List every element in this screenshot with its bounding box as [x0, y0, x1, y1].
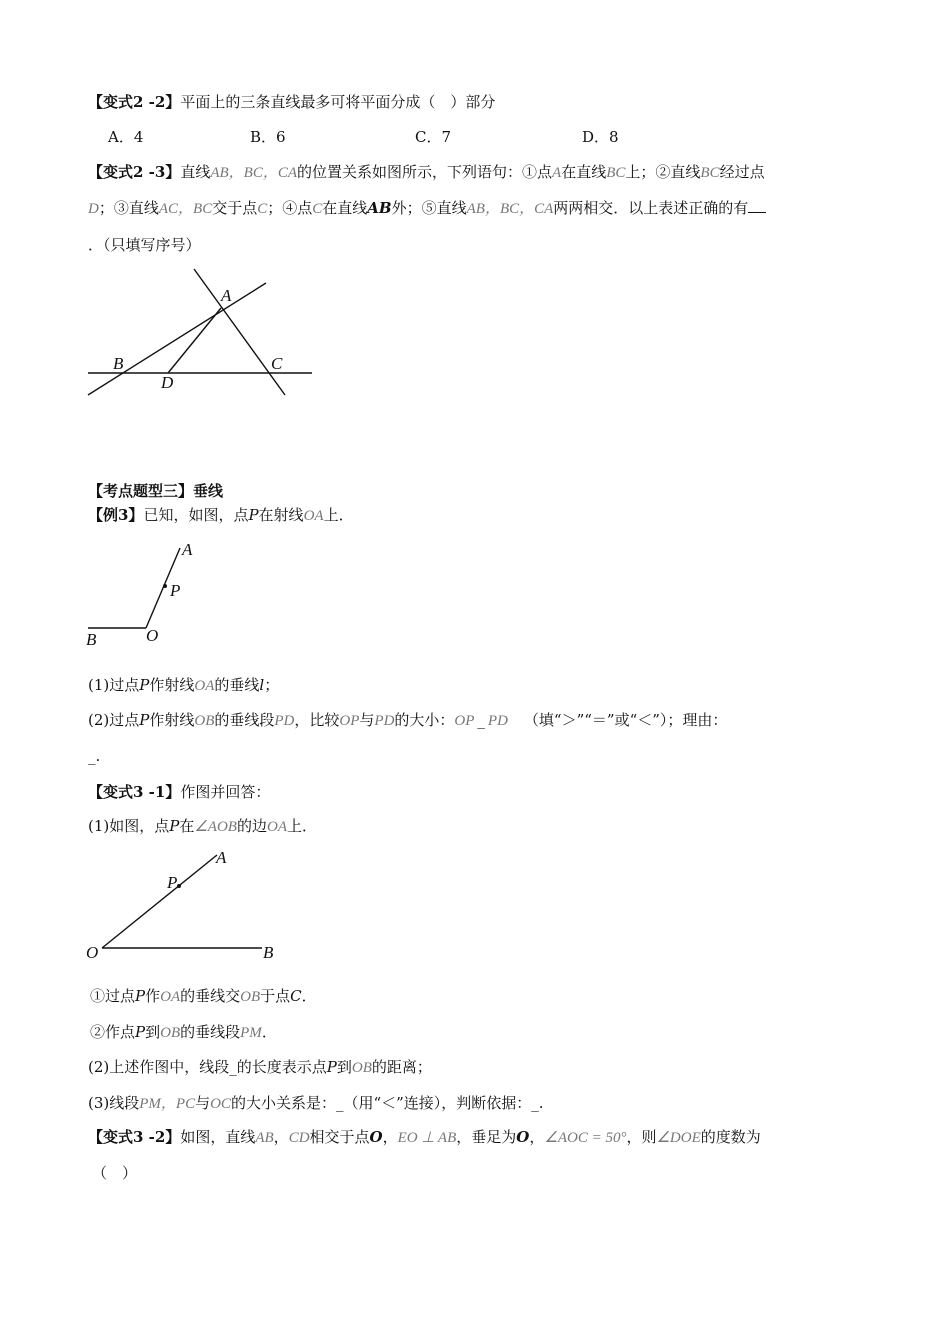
math: BC — [700, 165, 720, 181]
q3-2-paren: （ ） — [92, 1164, 138, 1182]
text: 与 — [195, 1094, 211, 1112]
text: 的垂线段 — [214, 711, 275, 729]
text: ；③直线 — [98, 199, 159, 217]
text: ， — [382, 1128, 398, 1146]
line-ac — [194, 269, 285, 395]
q3-2-tag: 【变式3 -2】 — [88, 1128, 181, 1146]
math: l — [259, 676, 265, 694]
text: ①过点 — [90, 987, 136, 1005]
text: 在直线 — [561, 163, 607, 181]
text: 的大小： — [394, 711, 455, 729]
line-ab — [88, 283, 266, 395]
math: EO ⊥ AB — [397, 1130, 457, 1146]
ex3-step2 — [88, 709, 727, 732]
math: AB， — [210, 165, 244, 181]
text: 上． — [286, 817, 317, 835]
point-p — [177, 884, 181, 888]
text: 的垂线交 — [180, 987, 241, 1005]
text: (2)上述作图中，线段_的长度表示点 — [88, 1058, 327, 1076]
math: OB — [160, 1025, 181, 1041]
text: (1)如图，点 — [88, 817, 170, 835]
q2-2-question — [88, 91, 495, 113]
math: P — [135, 1023, 146, 1041]
text: ； — [264, 676, 280, 694]
text: ，垂足为 — [456, 1128, 517, 1146]
q3-1-step3 — [88, 1092, 544, 1115]
math: P — [139, 711, 150, 729]
text: （填“＞”“＝”或“＜”）；理由： — [523, 711, 728, 729]
text: 到 — [145, 1023, 161, 1041]
text: ． — [301, 987, 317, 1005]
text: ，则 — [626, 1128, 657, 1146]
label-b: B — [113, 354, 124, 373]
label-a: A — [216, 848, 227, 867]
text: 的边 — [236, 817, 267, 835]
q2-2-text: 平面上的三条直线最多可将平面分成（ ）部分 — [180, 93, 496, 111]
label-o: O — [146, 626, 159, 645]
answer-blank — [748, 198, 766, 213]
math: O — [369, 1128, 383, 1146]
label-a: A — [182, 540, 193, 559]
math: D — [88, 201, 99, 217]
math: OC — [210, 1096, 231, 1112]
math: OA — [303, 508, 324, 524]
text: 已知，如图，点 — [143, 506, 249, 524]
q2-2-option-b: B．6 — [250, 128, 286, 146]
text: 作射线 — [149, 711, 195, 729]
ex3-figure — [80, 535, 210, 650]
text: 到 — [336, 1058, 352, 1076]
math: C — [290, 987, 302, 1005]
math: PM，PC — [139, 1096, 196, 1112]
text: 的度数为 — [700, 1128, 761, 1146]
math: C — [257, 201, 268, 217]
math: PD — [487, 713, 508, 729]
text: 在 — [179, 817, 195, 835]
q2-3-line2 — [88, 197, 766, 220]
text: ． — [261, 1023, 277, 1041]
math: OP — [454, 713, 475, 729]
text: 外；⑤直线 — [391, 199, 467, 217]
text: 与 — [359, 711, 375, 729]
q2-2-tag: 【变式2 -2】 — [88, 93, 181, 111]
math: P — [169, 817, 180, 835]
text: 上． — [323, 506, 354, 524]
text: 的垂线 — [214, 676, 260, 694]
label-c: C — [271, 354, 283, 373]
text: 经过点 — [719, 163, 765, 181]
label-o: O — [86, 943, 99, 962]
text: ；④点 — [267, 199, 313, 217]
segment-ad — [168, 308, 221, 373]
text: 两两相交．以上表述正确的有 — [553, 199, 749, 217]
text: (1)过点 — [88, 676, 140, 694]
text: 交于点 — [212, 199, 258, 217]
math: ∠AOB — [194, 819, 237, 835]
q2-3-line3: ．（只填写序号） — [88, 236, 201, 254]
label-b: B — [263, 943, 274, 962]
math: AB，BC，CA — [466, 201, 554, 217]
text: 的垂线段 — [180, 1023, 241, 1041]
math: AB — [367, 199, 392, 217]
text: 如图，直线 — [180, 1128, 256, 1146]
math: AC，BC — [158, 201, 213, 217]
text: 在射线 — [258, 506, 304, 524]
q3-1-tag: 【变式3 -1】 — [88, 783, 181, 801]
math: BC — [606, 165, 626, 181]
q2-2-option-c: C．7 — [415, 128, 452, 146]
q2-3-line1 — [88, 161, 765, 184]
ex3-tag: 【例3】 — [88, 506, 144, 524]
text: 直线 — [180, 163, 211, 181]
label-a: A — [221, 286, 232, 305]
math: O — [516, 1128, 530, 1146]
q2-2-option-d: D．8 — [582, 128, 619, 146]
text: 在直线 — [322, 199, 368, 217]
text: 作 — [145, 987, 161, 1005]
text: ， — [273, 1128, 289, 1146]
text: 的距离； — [371, 1058, 432, 1076]
math: PM — [240, 1025, 262, 1041]
blank: _ — [477, 711, 485, 729]
label-p: P — [167, 873, 178, 892]
text: 作射线 — [149, 676, 195, 694]
q2-2-option-a: A．4 — [108, 128, 144, 146]
math: P — [326, 1058, 337, 1076]
ex3-step1 — [88, 674, 279, 697]
section-title: 【考点题型三】垂线 — [88, 482, 224, 500]
text: 相交于点 — [309, 1128, 370, 1146]
math: AB — [255, 1130, 274, 1146]
point-p — [163, 584, 167, 588]
ex3-question — [88, 504, 354, 527]
math: OB — [351, 1060, 372, 1076]
math: P — [135, 987, 146, 1005]
math: OA — [194, 678, 215, 694]
q2-3-figure — [80, 260, 330, 410]
text: 的大小关系是：_（用“＜”连接），判断依据：_. — [230, 1094, 544, 1112]
text: 上；②直线 — [625, 163, 701, 181]
q2-3-tag: 【变式2 -3】 — [88, 163, 181, 181]
math: CD — [288, 1130, 310, 1146]
math: ∠AOC = 50° — [544, 1130, 627, 1146]
text: 的位置关系如图所示，下列语句：①点 — [297, 163, 553, 181]
label-p: P — [170, 581, 181, 600]
text: ， — [529, 1128, 545, 1146]
math: OA — [266, 819, 287, 835]
q3-1-question — [88, 781, 270, 803]
math: P — [139, 676, 150, 694]
text: ，比较 — [294, 711, 340, 729]
math: OB — [240, 989, 261, 1005]
q3-1-step2 — [88, 1056, 432, 1079]
math: PD — [274, 713, 295, 729]
math: PD — [374, 713, 395, 729]
text: 作图并回答： — [180, 783, 271, 801]
q3-1-construct2 — [90, 1021, 277, 1044]
math: CA — [277, 165, 298, 181]
text: (3)线段 — [88, 1094, 140, 1112]
ray-oa — [102, 855, 217, 948]
math: A — [552, 165, 562, 181]
label-b: B — [86, 630, 97, 649]
math: OP — [339, 713, 360, 729]
ex3-reason: _. — [88, 747, 101, 765]
math: C — [312, 201, 323, 217]
math: P — [248, 506, 259, 524]
math: ∠DOE — [656, 1130, 701, 1146]
q3-2-question — [88, 1126, 761, 1149]
text: (2)过点 — [88, 711, 140, 729]
q3-1-figure — [80, 845, 290, 965]
text: 于点 — [260, 987, 291, 1005]
label-d: D — [161, 373, 174, 392]
math: OA — [160, 989, 181, 1005]
q3-1-construct1 — [90, 985, 317, 1008]
q3-1-step1 — [88, 815, 317, 838]
text: ②作点 — [90, 1023, 136, 1041]
math: BC， — [243, 165, 278, 181]
math: OB — [194, 713, 215, 729]
